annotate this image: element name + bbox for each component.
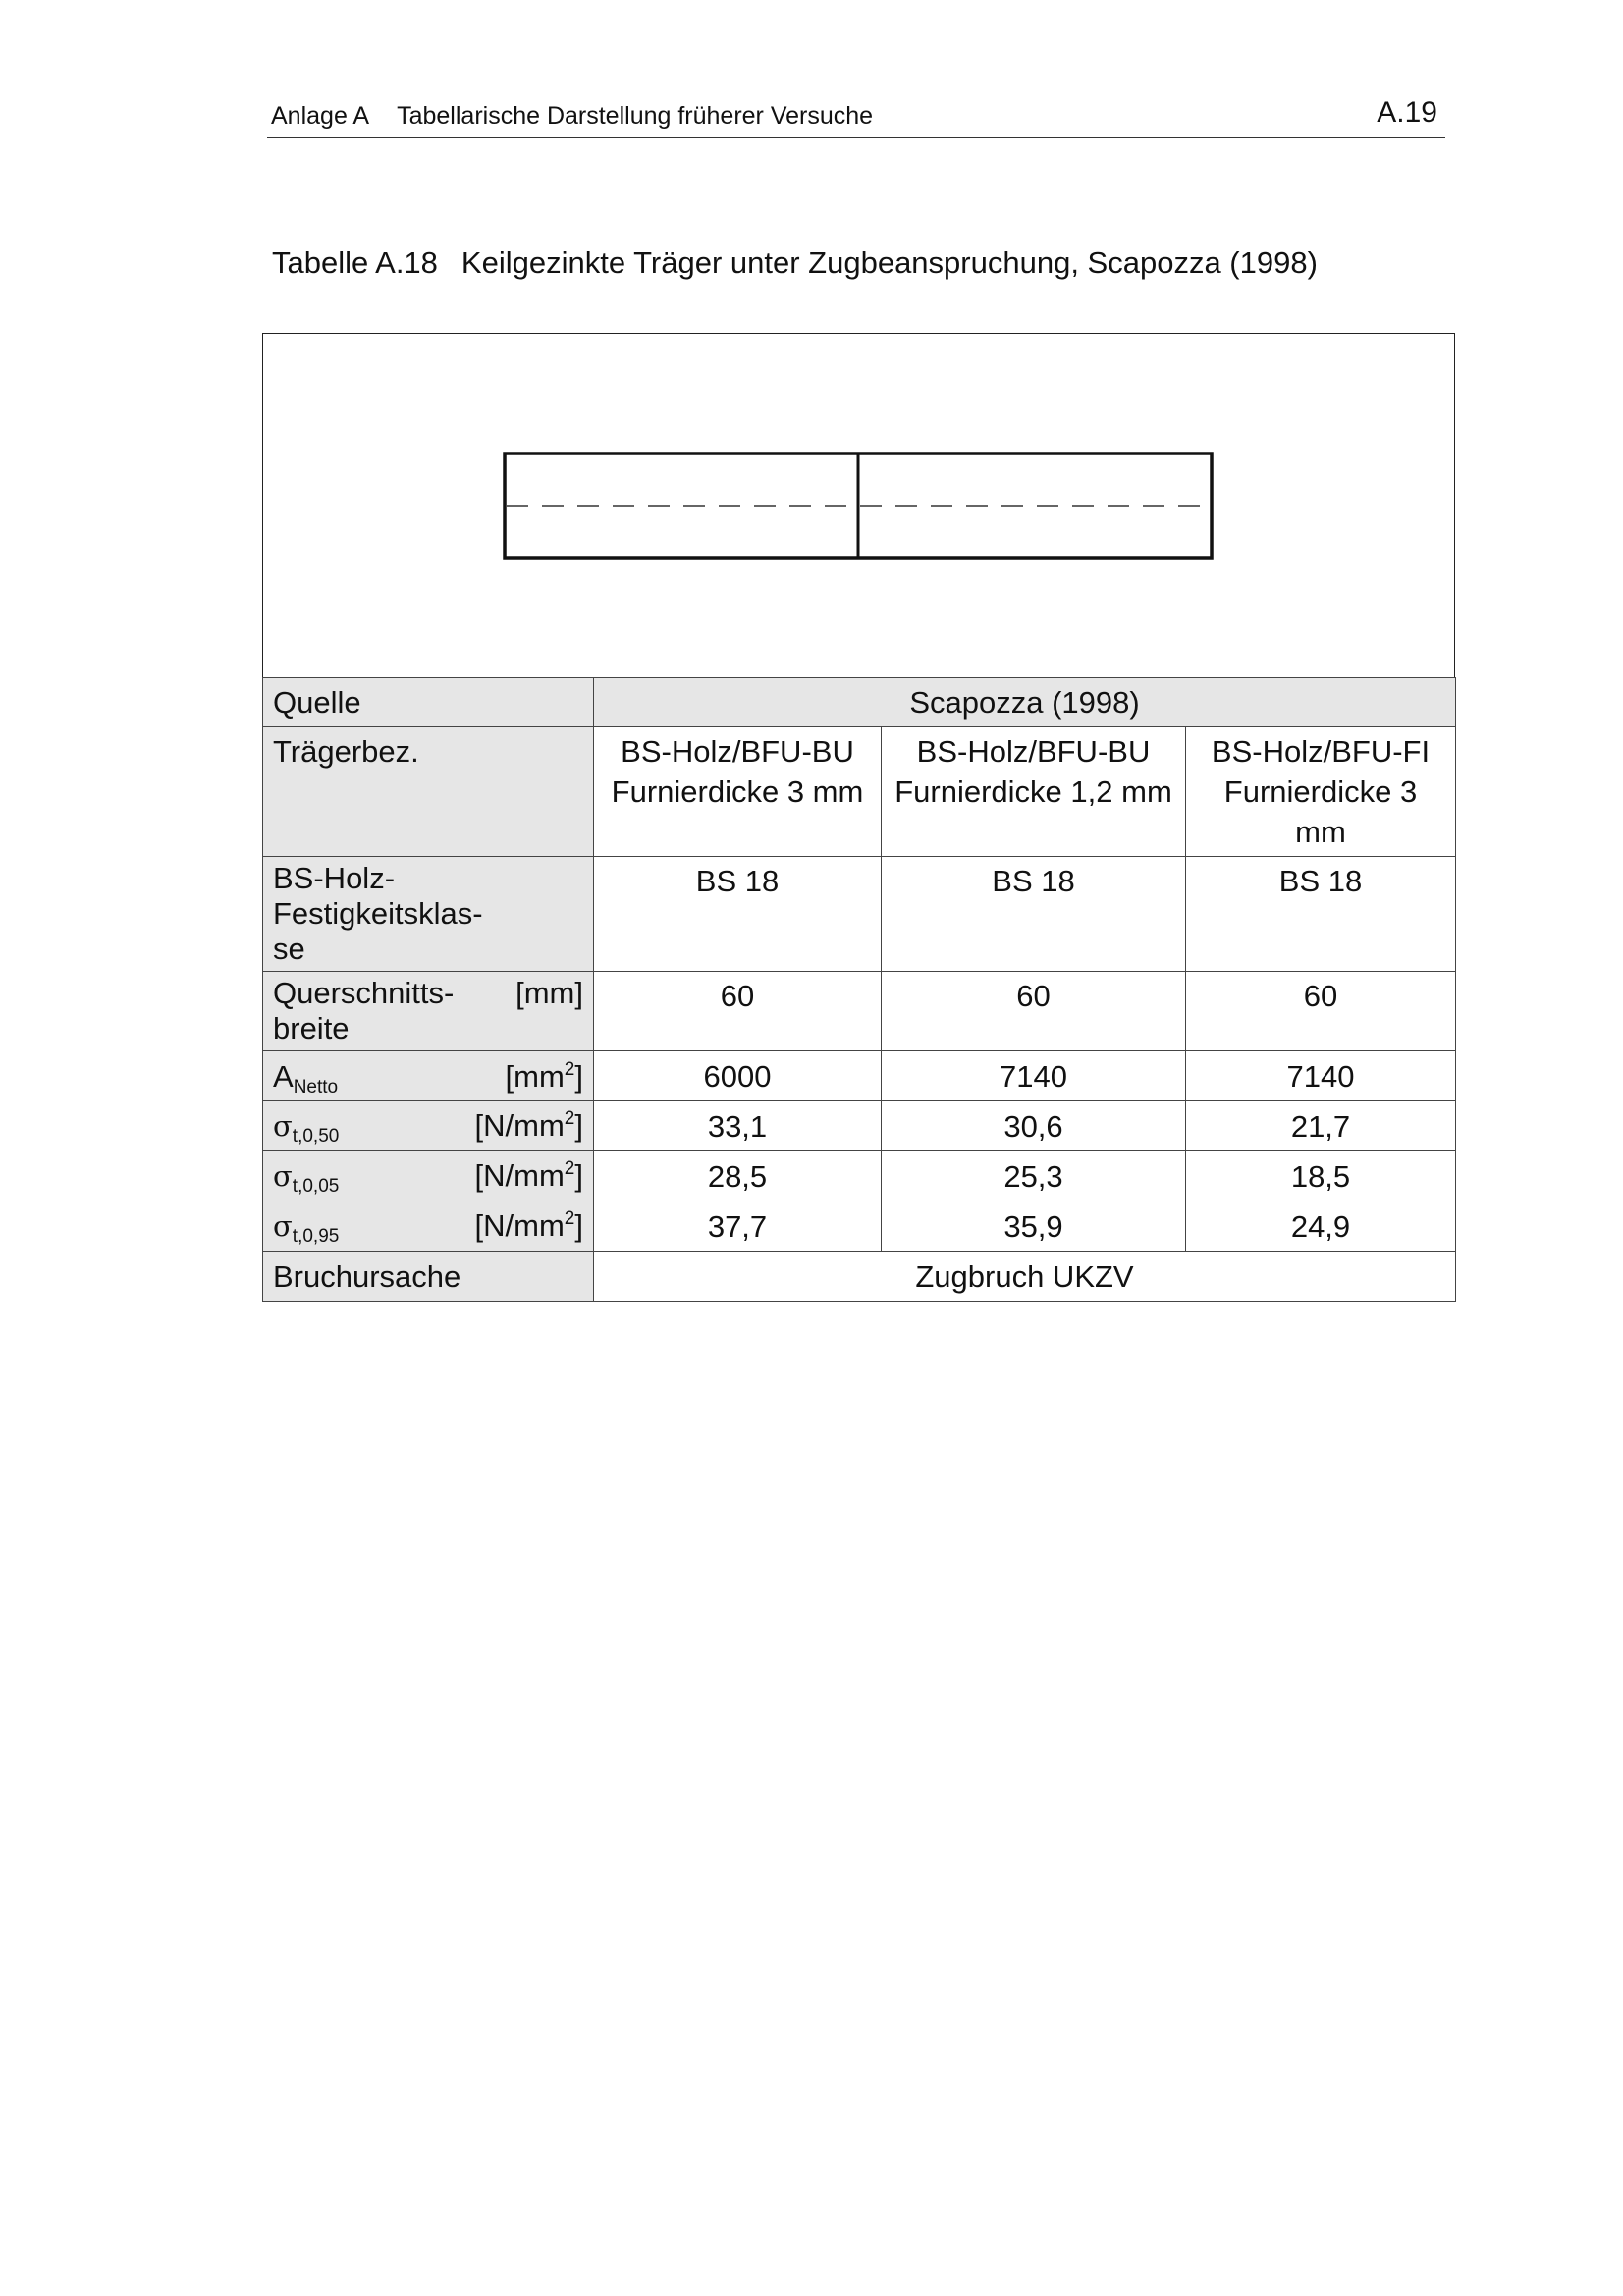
table-row-bruchursache [263, 1252, 1456, 1302]
header-section-title: Tabellarische Darstellung früherer Versuche [397, 102, 874, 130]
page-header [267, 94, 1445, 138]
table-row-traegerbez [263, 727, 1456, 857]
row-label-sigma-095: $\sigma_{t,0,95}$ $[N/mm^2]$ [263, 1201, 594, 1252]
cell-sigma-005-1: 28,5 [594, 1151, 882, 1201]
cell-anetto-2: 7140 [882, 1051, 1186, 1101]
row-label-querschnittsbreite: Querschnitts- breite [mm] [263, 972, 594, 1051]
table-caption [272, 245, 1318, 281]
table-row-quelle [263, 678, 1456, 727]
unit-mm: [mm] [515, 976, 583, 1010]
cell-traeger-3: BS-Holz/BFU-FI Furnierdicke 3 mm [1186, 727, 1456, 857]
cell-sigma-050-3: 21,7 [1186, 1101, 1456, 1151]
cell-breite-3: 60 [1186, 972, 1456, 1051]
cell-bruchursache-value: Zugbruch UKZV [594, 1252, 1456, 1302]
cell-sigma-095-3: 24,9 [1186, 1201, 1456, 1252]
cell-quelle-value: Scapozza (1998) [594, 678, 1456, 727]
cell-sigma-095-2: 35,9 [882, 1201, 1186, 1252]
cell-klasse-3: BS 18 [1186, 857, 1456, 972]
cell-sigma-050-1: 33,1 [594, 1101, 882, 1151]
table-row-anetto [263, 1051, 1456, 1101]
row-label-bruchursache: Bruchursache [263, 1252, 594, 1302]
cell-sigma-005-3: 18,5 [1186, 1151, 1456, 1201]
cell-klasse-1: BS 18 [594, 857, 882, 972]
row-label-sigma-005: $\sigma_{t,0,05}$ $[N/mm^2]$ [263, 1151, 594, 1201]
cell-sigma-095-1: 37,7 [594, 1201, 882, 1252]
table-number: Tabelle A.18 [272, 245, 438, 280]
table-title: Keilgezinkte Träger unter Zugbeanspruchung, Scapozza (1998) [460, 245, 1318, 280]
cell-traeger-2: BS-Holz/BFU-BU Furnierdicke 1,2 mm [882, 727, 1186, 857]
cell-anetto-3: 7140 [1186, 1051, 1456, 1101]
cell-sigma-050-2: 30,6 [882, 1101, 1186, 1151]
finger-jointed-beam-diagram [263, 334, 1456, 679]
cell-breite-2: 60 [882, 972, 1186, 1051]
row-label-traegerbez: Trägerbez. [263, 727, 594, 857]
row-label-anetto: $A_{Netto}$ $[mm^2]$ [263, 1051, 594, 1101]
table-row-sigma-050 [263, 1101, 1456, 1151]
cell-klasse-2: BS 18 [882, 857, 1186, 972]
cell-sigma-005-2: 25,3 [882, 1151, 1186, 1201]
cell-anetto-1: 6000 [594, 1051, 882, 1101]
header-section: Anlage A [271, 102, 370, 130]
table-row-festigkeitsklasse [263, 857, 1456, 972]
beam-sketch-box [262, 333, 1455, 678]
row-label-sigma-050: $\sigma_{t,0,50}$ $[N/mm^2]$ [263, 1101, 594, 1151]
cell-traeger-1: BS-Holz/BFU-BU Furnierdicke 3 mm [594, 727, 882, 857]
cell-breite-1: 60 [594, 972, 882, 1051]
test-data-table [262, 677, 1456, 1302]
row-label-festigkeitsklasse: BS-Holz- Festigkeitsklas- se [263, 857, 594, 972]
row-label-quelle: Quelle [263, 678, 594, 727]
table-row-sigma-005 [263, 1151, 1456, 1201]
table-row-sigma-095 [263, 1201, 1456, 1252]
header-title [271, 102, 873, 131]
table-row-querschnittsbreite [263, 972, 1456, 1051]
page-number: A.19 [1377, 96, 1437, 129]
